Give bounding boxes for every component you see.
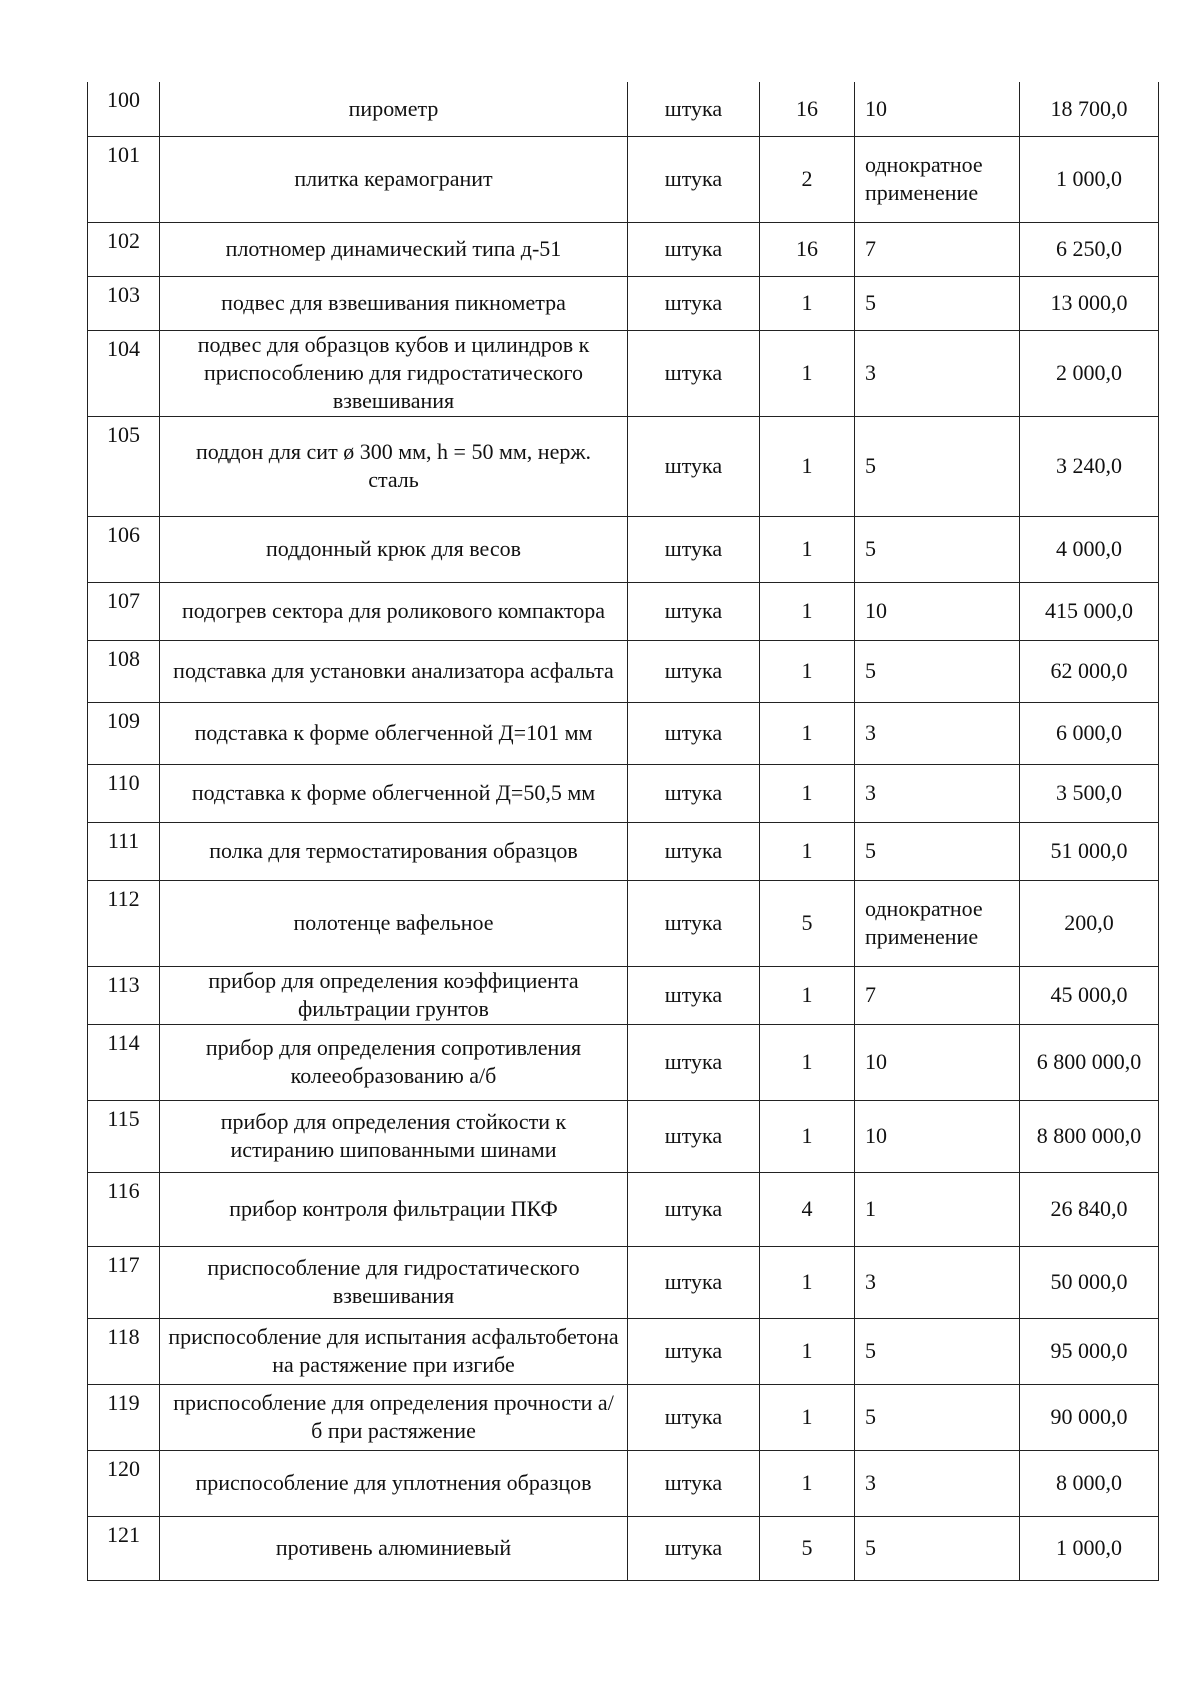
- unit-of-measure: штука: [628, 1384, 760, 1450]
- quantity: 1: [760, 966, 855, 1024]
- unit-of-measure: штука: [628, 516, 760, 582]
- row-number: 118: [88, 1318, 160, 1384]
- service-life: 7: [855, 222, 1020, 276]
- row-number: 107: [88, 582, 160, 640]
- table-row: [88, 1516, 1159, 1580]
- item-name: полка для термостатирования образцов: [160, 822, 628, 880]
- item-name: приспособление для уплотнения образцов: [160, 1450, 628, 1516]
- item-name: подвес для образцов кубов и цилиндров к приспособлению для гидростатического взвешивания: [160, 330, 628, 416]
- row-number: 109: [88, 702, 160, 764]
- unit-price: 3 500,0: [1020, 764, 1159, 822]
- table-row: [88, 640, 1159, 702]
- row-number: 101: [88, 136, 160, 222]
- table-row: [88, 966, 1159, 1024]
- inventory-table: [87, 82, 1159, 1581]
- unit-of-measure: штука: [628, 416, 760, 516]
- row-number: 116: [88, 1172, 160, 1246]
- unit-price: 3 240,0: [1020, 416, 1159, 516]
- quantity: 5: [760, 880, 855, 966]
- unit-of-measure: штука: [628, 1172, 760, 1246]
- row-number: 114: [88, 1024, 160, 1100]
- unit-of-measure: штука: [628, 702, 760, 764]
- unit-price: 8 000,0: [1020, 1450, 1159, 1516]
- unit-price: 95 000,0: [1020, 1318, 1159, 1384]
- service-life: 5: [855, 1318, 1020, 1384]
- quantity: 1: [760, 1024, 855, 1100]
- table-row: [88, 582, 1159, 640]
- unit-price: 6 000,0: [1020, 702, 1159, 764]
- quantity: 1: [760, 764, 855, 822]
- table-row: [88, 330, 1159, 416]
- unit-price: 50 000,0: [1020, 1246, 1159, 1318]
- table-row: [88, 1246, 1159, 1318]
- unit-price: 8 800 000,0: [1020, 1100, 1159, 1172]
- unit-price: 45 000,0: [1020, 966, 1159, 1024]
- row-number: 103: [88, 276, 160, 330]
- item-name: подставка для установки анализатора асфальта: [160, 640, 628, 702]
- table-row: [88, 1100, 1159, 1172]
- quantity: 16: [760, 222, 855, 276]
- unit-of-measure: штука: [628, 640, 760, 702]
- service-life: 10: [855, 582, 1020, 640]
- unit-price: 6 800 000,0: [1020, 1024, 1159, 1100]
- unit-price: 13 000,0: [1020, 276, 1159, 330]
- unit-of-measure: штука: [628, 1318, 760, 1384]
- table-body: [88, 82, 1159, 1580]
- row-number: 112: [88, 880, 160, 966]
- table-row: [88, 136, 1159, 222]
- service-life: 5: [855, 1384, 1020, 1450]
- service-life: 5: [855, 276, 1020, 330]
- item-name: подставка к форме облегченной Д=50,5 мм: [160, 764, 628, 822]
- quantity: 5: [760, 1516, 855, 1580]
- row-number: 100: [88, 82, 160, 136]
- table-row: [88, 1024, 1159, 1100]
- unit-price: 51 000,0: [1020, 822, 1159, 880]
- row-number: 102: [88, 222, 160, 276]
- item-name: прибор для определения коэффициента фильтрации грунтов: [160, 966, 628, 1024]
- quantity: 1: [760, 1318, 855, 1384]
- unit-price: 1 000,0: [1020, 136, 1159, 222]
- table-row: [88, 880, 1159, 966]
- item-name: прибор контроля фильтрации ПКФ: [160, 1172, 628, 1246]
- row-number: 117: [88, 1246, 160, 1318]
- unit-of-measure: штука: [628, 82, 760, 136]
- row-number: 115: [88, 1100, 160, 1172]
- service-life: 10: [855, 1024, 1020, 1100]
- quantity: 1: [760, 276, 855, 330]
- table-row: [88, 1450, 1159, 1516]
- table-row: [88, 1384, 1159, 1450]
- unit-of-measure: штука: [628, 764, 760, 822]
- unit-of-measure: штука: [628, 276, 760, 330]
- quantity: 1: [760, 516, 855, 582]
- table-row: [88, 516, 1159, 582]
- item-name: приспособление для гидростатического взвешивания: [160, 1246, 628, 1318]
- quantity: 16: [760, 82, 855, 136]
- item-name: поддон для сит ø 300 мм, h = 50 мм, нерж. сталь: [160, 416, 628, 516]
- unit-price: 18 700,0: [1020, 82, 1159, 136]
- unit-of-measure: штука: [628, 330, 760, 416]
- quantity: 2: [760, 136, 855, 222]
- table-row: [88, 1172, 1159, 1246]
- quantity: 1: [760, 416, 855, 516]
- unit-price: 200,0: [1020, 880, 1159, 966]
- row-number: 120: [88, 1450, 160, 1516]
- unit-price: 6 250,0: [1020, 222, 1159, 276]
- service-life: 10: [855, 1100, 1020, 1172]
- item-name: подвес для взвешивания пикнометра: [160, 276, 628, 330]
- quantity: 1: [760, 822, 855, 880]
- service-life: 3: [855, 1246, 1020, 1318]
- unit-of-measure: штука: [628, 222, 760, 276]
- quantity: 1: [760, 1100, 855, 1172]
- unit-of-measure: штука: [628, 880, 760, 966]
- unit-of-measure: штука: [628, 136, 760, 222]
- service-life: 5: [855, 822, 1020, 880]
- table-row: [88, 416, 1159, 516]
- row-number: 106: [88, 516, 160, 582]
- service-life: 10: [855, 82, 1020, 136]
- item-name: плитка керамогранит: [160, 136, 628, 222]
- unit-price: 1 000,0: [1020, 1516, 1159, 1580]
- item-name: подогрев сектора для роликового компактора: [160, 582, 628, 640]
- service-life: однократное применение: [855, 880, 1020, 966]
- service-life: 7: [855, 966, 1020, 1024]
- service-life: 3: [855, 1450, 1020, 1516]
- service-life: 3: [855, 702, 1020, 764]
- service-life: 1: [855, 1172, 1020, 1246]
- table-row: [88, 1318, 1159, 1384]
- quantity: 1: [760, 330, 855, 416]
- service-life: 5: [855, 640, 1020, 702]
- table-row: [88, 276, 1159, 330]
- unit-price: 62 000,0: [1020, 640, 1159, 702]
- item-name: прибор для определения стойкости к истиранию шипованными шинами: [160, 1100, 628, 1172]
- row-number: 110: [88, 764, 160, 822]
- unit-price: 415 000,0: [1020, 582, 1159, 640]
- table-row: [88, 764, 1159, 822]
- unit-of-measure: штука: [628, 1246, 760, 1318]
- row-number: 121: [88, 1516, 160, 1580]
- unit-of-measure: штука: [628, 966, 760, 1024]
- unit-price: 26 840,0: [1020, 1172, 1159, 1246]
- item-name: поддонный крюк для весов: [160, 516, 628, 582]
- item-name: полотенце вафельное: [160, 880, 628, 966]
- row-number: 104: [88, 330, 160, 416]
- quantity: 1: [760, 702, 855, 764]
- unit-of-measure: штука: [628, 1516, 760, 1580]
- table-row: [88, 702, 1159, 764]
- unit-of-measure: штука: [628, 582, 760, 640]
- service-life: 3: [855, 764, 1020, 822]
- service-life: 5: [855, 1516, 1020, 1580]
- item-name: приспособление для испытания асфальтобетона на растяжение при изгибе: [160, 1318, 628, 1384]
- table-row: [88, 82, 1159, 136]
- unit-of-measure: штука: [628, 1450, 760, 1516]
- item-name: приспособление для определения прочности а/б при растяжение: [160, 1384, 628, 1450]
- quantity: 1: [760, 1450, 855, 1516]
- table-row: [88, 222, 1159, 276]
- unit-price: 4 000,0: [1020, 516, 1159, 582]
- row-number: 119: [88, 1384, 160, 1450]
- item-name: противень алюминиевый: [160, 1516, 628, 1580]
- service-life: 5: [855, 516, 1020, 582]
- quantity: 4: [760, 1172, 855, 1246]
- service-life: 5: [855, 416, 1020, 516]
- service-life: однократное применение: [855, 136, 1020, 222]
- row-number: 113: [88, 966, 160, 1024]
- row-number: 105: [88, 416, 160, 516]
- item-name: пирометр: [160, 82, 628, 136]
- unit-of-measure: штука: [628, 1100, 760, 1172]
- quantity: 1: [760, 1384, 855, 1450]
- item-name: плотномер динамический типа д-51: [160, 222, 628, 276]
- unit-of-measure: штука: [628, 1024, 760, 1100]
- quantity: 1: [760, 1246, 855, 1318]
- unit-price: 90 000,0: [1020, 1384, 1159, 1450]
- unit-price: 2 000,0: [1020, 330, 1159, 416]
- item-name: подставка к форме облегченной Д=101 мм: [160, 702, 628, 764]
- item-name: прибор для определения сопротивления колееобразованию а/б: [160, 1024, 628, 1100]
- quantity: 1: [760, 640, 855, 702]
- row-number: 111: [88, 822, 160, 880]
- service-life: 3: [855, 330, 1020, 416]
- unit-of-measure: штука: [628, 822, 760, 880]
- quantity: 1: [760, 582, 855, 640]
- row-number: 108: [88, 640, 160, 702]
- table-row: [88, 822, 1159, 880]
